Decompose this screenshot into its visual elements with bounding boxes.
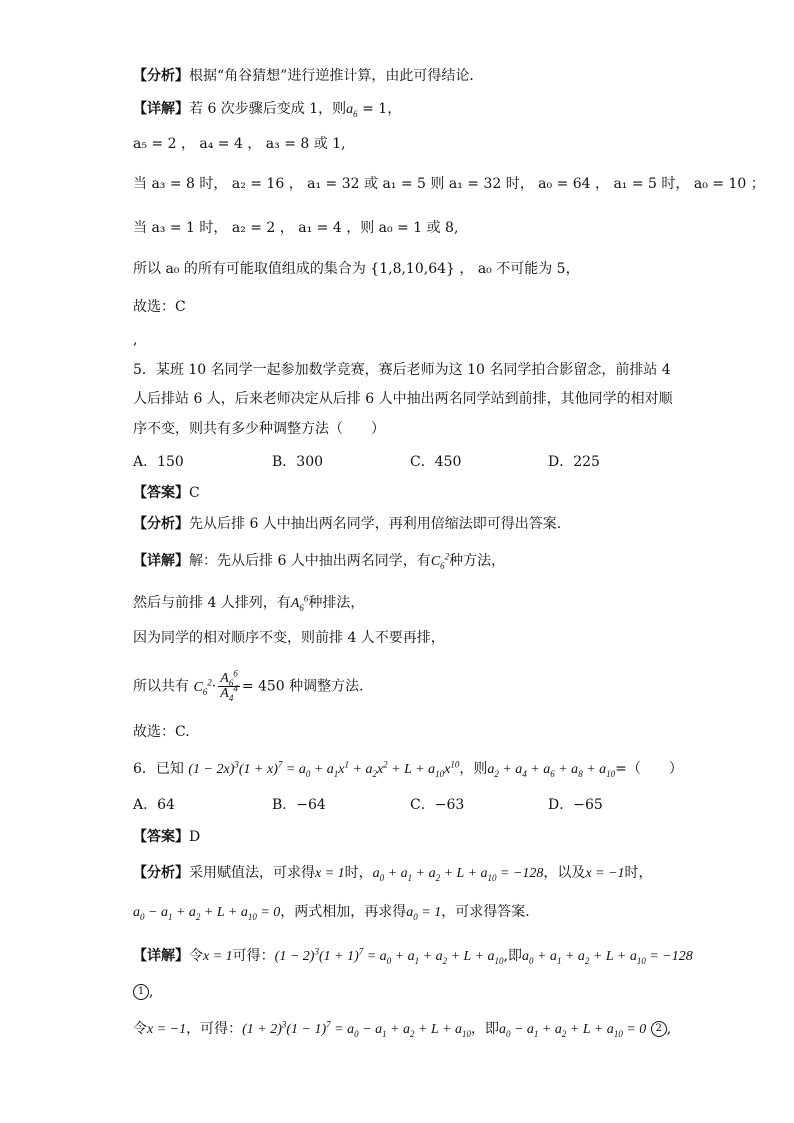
q6-circle1-line: 1 , (133, 982, 153, 1002)
detail-text: 若 6 次步骤后变成 1，则 (189, 101, 347, 117)
s1-line-6: 所以 a₀ 的所有可能取值组成的集合为 {1,8,10,64} ， a₀ 不可能为 5， (133, 261, 580, 277)
analysis-text: 时， (344, 865, 373, 881)
q5-detail-line1 (133, 551, 505, 572)
detail-text: 然后与前排 4 人排列，有 (133, 595, 291, 611)
analysis-tag: 【分析】 (133, 516, 189, 532)
q6-option-d: D．−65 (548, 797, 603, 813)
formula-alt-sum: $a_0 - a_1 + a_2 + L + a_{10} = 0$ (133, 905, 281, 922)
analysis-text: ，以及 (543, 865, 586, 881)
analysis-text: 根据“角谷猜想”进行逆推计算，由此可得结论． (189, 68, 484, 84)
q5-option-a: A．150 (133, 454, 184, 470)
formula-xm1: x = −1 (147, 1022, 187, 1037)
q6-detail-line2: 令x = −1，可得：$(1 + 2)^3(1 - 1)^7 = a_0 - a_1 + a_2 + L + a_{10}$，即$a_0 - a_1 + a_2 + L + a_{10} = 0$ 2 , (133, 1019, 672, 1039)
q6-analysis-line2 (133, 902, 530, 923)
q5-answer-line (133, 483, 200, 503)
detail-text: 令 (133, 1021, 147, 1037)
circle-number-2: 2 (651, 1021, 667, 1037)
q5-option-b: B．300 (272, 454, 324, 470)
q6-answer-line (133, 827, 200, 847)
analysis-text: 时， (624, 865, 653, 881)
formula-c62: $C_6^2$ (430, 551, 450, 571)
q5-option-c: C．450 (410, 454, 462, 470)
q6-analysis-line1 (133, 863, 653, 884)
analysis-text: 先从后排 6 人中抽出两名同学，再利用倍缩法即可得出答案. (189, 516, 562, 532)
stem-text: =（ ） (615, 761, 683, 777)
s1-line-7: 故选：C (133, 299, 186, 315)
analysis-tag: 【分析】 (133, 865, 189, 881)
formula-a6: $a_6$ (346, 102, 358, 119)
detail-text: 解：先从后排 6 人中抽出两名同学，有 (189, 553, 431, 569)
analysis-text: 采用赋值法，可求得 (189, 865, 315, 881)
formula-c62: $C_6^2$ (193, 676, 212, 697)
formula-fraction: $\frac{A_6^6}{A_4^4}$ (220, 668, 238, 703)
formula-even-sum: $a_2 + a_4 + a_6 + a_8 + a_{10}$ (487, 762, 616, 779)
stem-text: ，则 (459, 761, 488, 777)
detail-text: 可得： (232, 948, 275, 964)
q5-stem-line2: 人后排站 6 人，后来老师决定从后排 6 人中抽出两名同学站到前排，其他同学的相对顺 (133, 391, 673, 407)
analysis-text: ，可求得答案. (441, 904, 530, 920)
detail-tag: 【详解】 (133, 101, 189, 117)
detail-text: 种方法， (449, 553, 506, 569)
q5-option-d: D．225 (548, 454, 600, 470)
detail-text: ，即 (470, 1021, 499, 1037)
detail-text: 所以共有 (133, 678, 189, 695)
detail-tag: 【详解】 (133, 553, 189, 569)
s1-line-4: 当 a₃ = 8 时， a₂ = 16 ， a₁ = 32 或 a₁ = 5 则 a₁ = 32 时， a₀ = 64 ， a₁ = 5 时， a₀ = 10 ； (133, 176, 765, 192)
detail-tag: 【详解】 (133, 948, 189, 964)
q5-detail-line5: 故选：C. (133, 724, 190, 740)
q5-stem-line3: 序不变，则共有多少种调整方法（ ） (133, 421, 385, 437)
q6-detail-line1 (133, 946, 693, 967)
q6-option-b: B．−64 (272, 797, 326, 813)
formula-sub1: $(1 - 2)^3(1 + 1)^7 = a_0 + a_1 + a_2 + L + a_{10}$ (274, 946, 504, 966)
circle-number-1: 1 (133, 984, 149, 1000)
formula-xm1: x = −1 (585, 866, 625, 881)
q6-option-c: C．−63 (410, 797, 465, 813)
formula-sub2: $(1 + 2)^3(1 - 1)^7 = a_0 - a_1 + a_2 + L + a_{10}$ (242, 1019, 471, 1039)
detail-text: ，可得： (186, 1021, 243, 1037)
q6-stem (133, 759, 683, 780)
formula-x1: x = 1 (315, 866, 345, 881)
answer-tag: 【答案】 (133, 485, 189, 501)
answer-value: D (189, 829, 201, 845)
formula-a66: $A_6^6$ (290, 593, 309, 613)
detail-text: 种排法， (308, 595, 365, 611)
q5-stem-line1: 5．某班 10 名同学一起参加数学竞赛，赛后老师为这 10 名同学拍合影留念，前排站 4 (133, 362, 671, 378)
q5-detail-line3: 因为同学的相对顺序不变，则前排 4 人不要再排， (133, 630, 445, 646)
detail-text: = 450 种调整方法. (241, 678, 364, 695)
s1-line-8: , (133, 332, 138, 348)
formula-alt-sum: $a_0 - a_1 + a_2 + L + a_{10} = 0$ (498, 1022, 647, 1039)
q6-option-a: A．64 (133, 797, 175, 813)
analysis-tag: 【分析】 (133, 68, 189, 84)
formula-sum-all: $a_0 + a_1 + a_2 + L + a_{10} = -128$ (372, 866, 544, 883)
formula-sum-all: $a_0 + a_1 + a_2 + L + a_{10} = -128$ (521, 949, 693, 966)
s1-analysis-line (133, 66, 483, 86)
answer-value: C (189, 485, 200, 501)
formula-a0: $a_0 = 1$ (406, 905, 442, 922)
s1-detail-line: 【详解】若 6 次步骤后变成 1，则$a_6 = 1$， (133, 101, 402, 119)
detail-text: ,即 (503, 948, 522, 964)
q5-detail-line2 (133, 593, 364, 614)
detail-text: 令 (189, 948, 203, 964)
formula-x1: x = 1 (203, 949, 233, 964)
stem-text: 6．已知 (133, 761, 184, 777)
q5-analysis-line (133, 514, 561, 534)
analysis-text: ，两式相加，再求得 (280, 904, 407, 920)
s1-line-5: 当 a₃ = 1 时， a₂ = 2 ， a₁ = 4 ，则 a₀ = 1 或 8, (133, 220, 459, 236)
q5-detail-line4: 所以共有 $C_6^2\cdot$ $\frac{A_6^6}{A_4^4}$ = 450 种调整方法. (133, 668, 364, 703)
answer-tag: 【答案】 (133, 829, 189, 845)
s1-line-3: a₅ = 2 ， a₄ = 4 ， a₃ = 8 或 1, (133, 136, 346, 152)
formula-expansion: $(1 - 2x)^3(1 + x)^7 = a_0 + a_1x^1 + a_2x^2 + L + a_{10}x^{10}$ (188, 759, 460, 779)
